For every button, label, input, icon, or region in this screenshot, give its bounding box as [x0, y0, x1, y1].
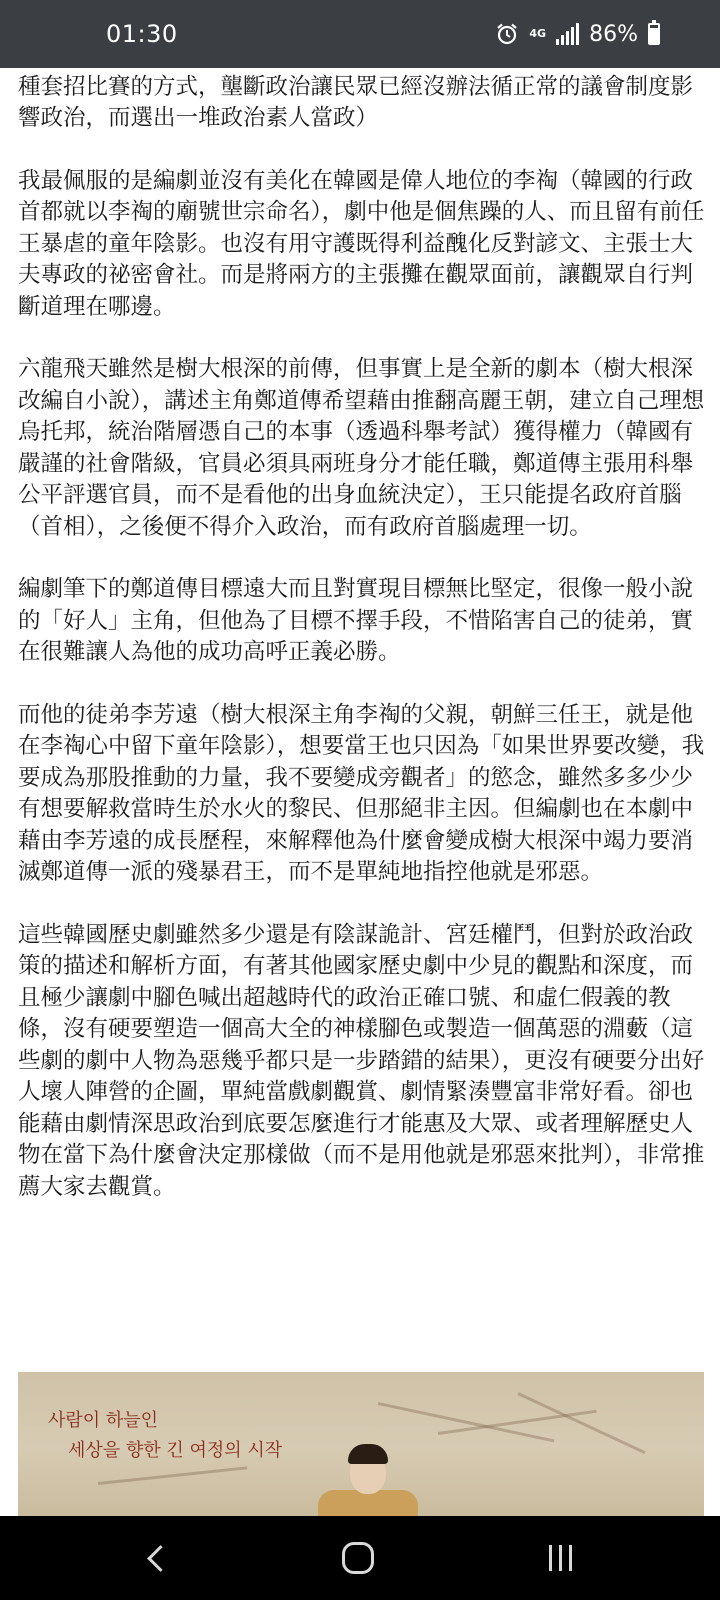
- status-icons: [495, 22, 660, 47]
- drama-poster-image[interactable]: [18, 1372, 704, 1520]
- status-bar: [0, 0, 720, 68]
- poster-tagline-2: 세상을 향한 긴 여정의 시작: [68, 1440, 283, 1461]
- recents-icon[interactable]: [500, 1516, 620, 1600]
- battery-percent: 86%: [589, 21, 638, 47]
- article-paragraph: 種套招比賽的方式，壟斷政治讓民眾已經沒辦法循正常的議會制度影響政治，而選出一堆政治素人當政）: [18, 73, 694, 131]
- status-time: 01:30: [106, 20, 178, 48]
- article-paragraph: 六龍飛天雖然是樹大根深的前傳，但事實上是全新的劇本（樹大根深改編自小說），講述主角鄭道傳希望藉由推翻高麗王朝，建立自己理想烏托邦，統治階層憑自己的本事（透過科舉考試）獲得權力（韓國有嚴謹的社會階級，官員必須具兩班身分才能任職，鄭道傳主張用科舉公平評選官員，而不是看他的出身血統決定），王只能提名政府首腦（首相），之後便不得介入政治，而有政府首腦處理一切。: [18, 356, 705, 540]
- article-paragraph: 而他的徒弟李芳遠（樹大根深主角李祹的父親，朝鮮三任王，就是他在李祹心中留下童年陰影），想要當王也只因為「如果世界要改變，我要成為那股推動的力量，我不要變成旁觀者」的慾念，雖然多多少少有想要解救當時生於水火的黎民、但那絕非主因。但編劇也在本劇中藉由李芳遠的成長歷程，來解釋他為什麼會變成樹大根深中竭力要消滅鄭道傳一派的殘暴君王，而不是單純地指控他就是邪惡。: [18, 701, 705, 885]
- poster-tagline-1: 사람이 하늘인: [48, 1410, 159, 1431]
- alarm-icon: [495, 22, 519, 46]
- network-type-icon: 4G: [529, 27, 547, 40]
- back-icon[interactable]: [96, 1516, 216, 1600]
- article-body: [18, 40, 708, 1234]
- navigation-bar: [0, 1516, 720, 1600]
- home-icon[interactable]: [298, 1516, 418, 1600]
- article-paragraph: 編劇筆下的鄭道傳目標遠大而且對實現目標無比堅定，很像一般小說的「好人」主角，但他為了目標不擇手段，不惜陷害自己的徒弟，實在很難讓人為他的成功高呼正義必勝。: [18, 576, 694, 665]
- article-paragraph: 我最佩服的是編劇並沒有美化在韓國是偉人地位的李祹（韓國的行政首都就以李祹的廟號世宗命名），劇中他是個焦躁的人、而且留有前任王暴虐的童年陰影。也沒有用守護既得利益醜化反對諺文、主張士大夫專政的祕密會社。而是將兩方的主張攤在觀眾面前，讓觀眾自行判斷道理在哪邊。: [18, 167, 705, 320]
- battery-icon: [648, 23, 660, 45]
- signal-icon: [556, 23, 579, 45]
- article-paragraph: 這些韓國歷史劇雖然多少還是有陰謀詭計、宮廷權鬥，但對於政治政策的描述和解析方面，有著其他國家歷史劇中少見的觀點和深度，而且極少讓劇中腳色喊出超越時代的政治正確口號、和虛仁假義的教條，沒有硬要塑造一個高大全的神樣腳色或製造一個萬惡的淵藪（這些劇的劇中人物為惡幾乎都只是一步踏錯的結果），更沒有硬要分出好人壞人陣營的企圖，單純當戲劇觀賞、劇情緊湊豐富非常好看。卻也能藉由劇情深思政治到底要怎麼進行才能惠及大眾、或者理解歷史人物在當下為什麼會決定那樣做（而不是用他就是邪惡來批判），非常推薦大家去觀賞。: [18, 921, 705, 1200]
